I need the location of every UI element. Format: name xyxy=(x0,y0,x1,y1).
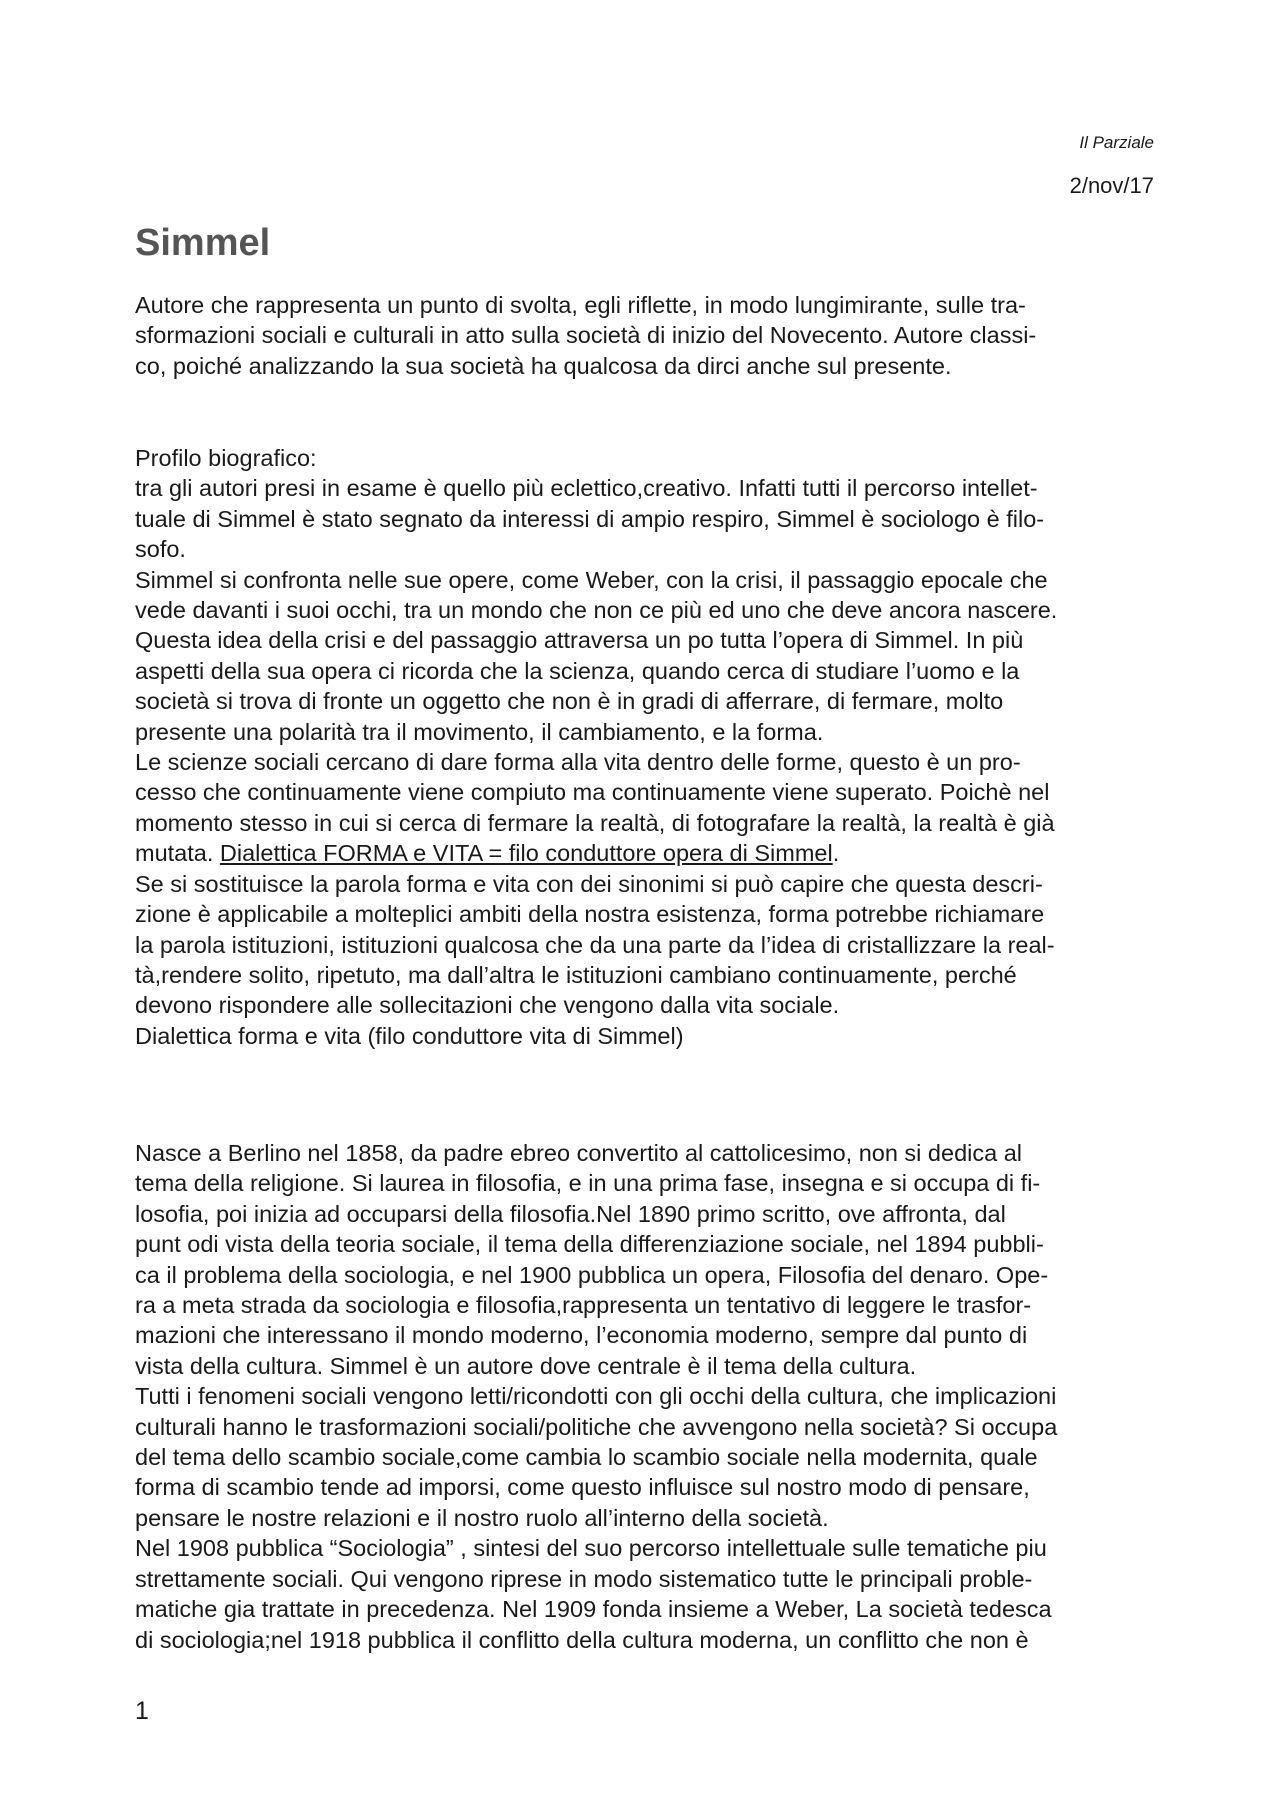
profile-paragraph-3 xyxy=(135,747,1145,869)
biography-paragraph-1: Nasce a Berlino nel 1858, da padre ebreo convertito al cattolicesimo, non si dedica al tema della religione. Si laurea in filosofia, e in una prima fase, insegna e si occupa di fi- losofia, poi inizia ad occuparsi della filosofia.Nel 1890 primo scritto, ove affronta, dal punt odi vista della teoria sociale, il tema della differenziazione sociale, nel 1894 pubbli- ca il problema della sociologia, e nel 1900 pubblica un opera, Filosofia del denaro. Ope- ra a meta strada da sociologia e filosofia,rappresenta un tentativo di leggere le trasfor- mazioni che interessano il mondo moderno, l’economia moderno, sempre dal punto di vista della cultura. Simmel è un autore dove centrale è il tema della cultura. xyxy=(135,1140,1049,1379)
biography-paragraph-2: Tutti i fenomeni sociali vengono letti/ricondotti con gli occhi della cultura, che implicazioni culturali hanno le trasformazioni sociali/politiche che avvengono nella società? Si occupa del tema dello scambio sociale,come cambia lo scambio sociale nella modernita, quale forma di scambio tende ad imporsi, come questo influisce sul nostro modo di pensare, pensare le nostre relazioni e il nostro ruolo all’interno della società. xyxy=(135,1383,1058,1531)
profile-paragraph-3-text: Le scienze sociali cercano di dare forma alla vita dentro delle forme, questo è un pro- cesso che continuamente viene compiuto ma continuamente viene superato. Poichè nel momento stesso in cui si cerca di fermare la realtà, di fotografare la realtà, la realtà è già mutata. xyxy=(135,749,1055,867)
header-date: 2/nov/17 xyxy=(1069,173,1154,198)
biography-section xyxy=(135,1138,1145,1655)
profile-section xyxy=(135,443,1145,1051)
profile-paragraph-4: Se si sostituisce la parola forma e vita con dei sinonimi si può capire che questa descri- zione è applicabile a molteplici ambiti della nostra esistenza, forma potrebbe richiamare la parola istituzioni, istituzioni qualcosa che da una parte da l’idea di cristallizzare la real- tà,rendere solito, ripetuto, ma dall’altra le istituzioni cambiano continuamente, perché devono rispondere alle sollecitazioni che vengono dalla vita sociale. xyxy=(135,870,1055,1019)
profile-paragraph-2: Simmel si confronta nelle sue opere, come Weber, con la crisi, il passaggio epocale che vede davanti i suoi occhi, tra un mondo che non ce più ed uno che deve ancora nascere. Questa idea della crisi e del passaggio attraversa un po tutta l’opera di Simmel. In più aspetti della sua opera ci ricorda che la scienza, quando cerca di studiare l’uomo e la società si trova di fronte un oggetto che non è in gradi di afferrare, di fermare, molto presente una polarità tra il movimento, il cambiamento, e la forma. xyxy=(135,566,1058,745)
header-label: Il Parziale xyxy=(1079,133,1154,152)
intro-paragraph: Autore che rappresenta un punto di svolta, egli riflette, in modo lungimirante, sulle tra- sformazioni sociali e culturali in atto sulla società di inizio del Novecento. Autore classi- co, poiché analizzando la sua società ha qualcosa da dirci anche sul presente. xyxy=(135,292,1037,379)
biography-paragraph-3: Nel 1908 pubblica “Sociologia” , sintesi del suo percorso intellettuale sulle tematiche piu strettamente sociali. Qui vengono riprese in modo sistematico tutte le principali proble- matiche gia trattate in precedenza. Nel 1909 fonda insieme a Weber, La società tedesca di sociologia;nel 1918 pubblica il conflitto della cultura moderna, un conflitto che non è xyxy=(135,1535,1052,1653)
page-title: Simmel xyxy=(135,222,271,264)
page-number: 1 xyxy=(135,1697,149,1725)
underlined-thesis: Dialettica FORMA e VITA = filo conduttore opera di Simmel xyxy=(219,840,833,867)
intro-section xyxy=(135,290,1145,381)
profile-heading: Profilo biografico: xyxy=(135,445,317,471)
profile-paragraph-1: tra gli autori presi in esame è quello più eclettico,creativo. Infatti tutti il percorso intellet- tuale di Simmel è stato segnato da interessi di ampio respiro, Simmel è sociologo è filo- sofo. xyxy=(135,475,1045,563)
profile-paragraph-3-end: . xyxy=(832,840,840,867)
profile-paragraph-5: Dialettica forma e vita (filo conduttore vita di Simmel) xyxy=(135,1022,684,1049)
